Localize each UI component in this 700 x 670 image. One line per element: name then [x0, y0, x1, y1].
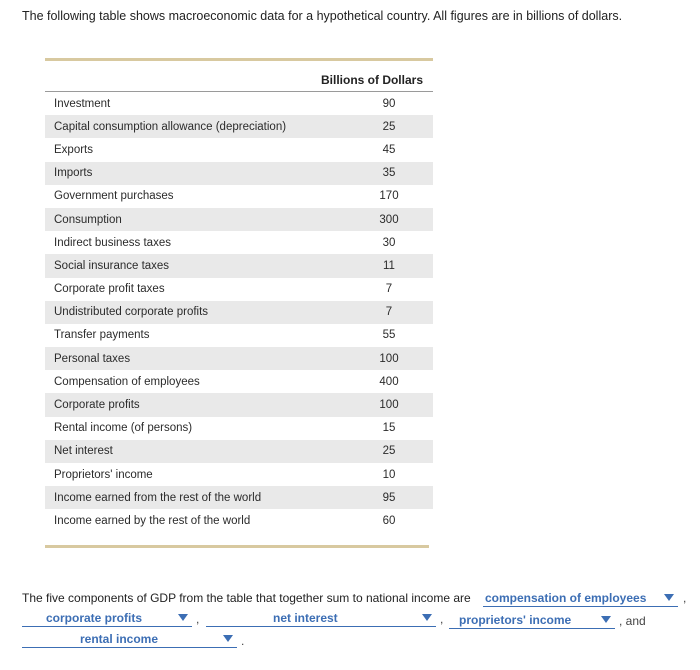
answer-dropdown-1[interactable]: [483, 590, 678, 607]
row-value: 10: [382, 468, 396, 481]
chevron-down-icon: [178, 614, 188, 621]
row-label: Social insurance taxes: [54, 259, 170, 272]
data-table: [45, 58, 433, 548]
row-value: 11: [383, 259, 395, 272]
table-row: [45, 185, 433, 208]
row-label: Proprietors' income: [54, 468, 153, 481]
row-label: Transfer payments: [54, 329, 150, 342]
chevron-down-icon: [664, 594, 674, 601]
table-row: [45, 208, 433, 231]
question-prefix: The five components of GDP from the table that together sum to national income are: [22, 591, 471, 605]
row-value: 7: [385, 283, 393, 296]
answer-dropdown-4-value: proprietors' income: [459, 613, 572, 627]
row-value: 25: [382, 120, 396, 133]
answer-dropdown-3-value: net interest: [273, 611, 338, 625]
row-label: Corporate profit taxes: [54, 283, 165, 296]
row-value: 60: [382, 514, 396, 527]
comma-3: ,: [440, 612, 444, 626]
chevron-down-icon: [422, 614, 432, 621]
row-label: Government purchases: [54, 190, 174, 203]
table-row: [45, 92, 433, 115]
table-row: [45, 301, 433, 324]
table-row: [45, 509, 433, 532]
table-header: [45, 61, 433, 92]
row-value: 45: [382, 143, 396, 156]
row-value: 7: [385, 306, 393, 319]
row-label: Personal taxes: [54, 352, 131, 365]
row-label: Rental income (of persons): [54, 422, 193, 435]
row-value: 55: [382, 329, 396, 342]
row-value: 100: [379, 352, 399, 365]
row-label: Imports: [54, 167, 93, 180]
table-row: [45, 115, 433, 138]
row-label: Consumption: [54, 213, 122, 226]
chevron-down-icon: [223, 635, 233, 642]
row-value: 100: [379, 399, 399, 412]
table-bottom-rule: [45, 545, 429, 548]
table-row: [45, 463, 433, 486]
answer-dropdown-5-value: rental income: [80, 632, 159, 646]
table-row: [45, 370, 433, 393]
answer-dropdown-2-value: corporate profits: [46, 611, 143, 625]
row-label: Capital consumption allowance (depreciation): [54, 120, 287, 133]
column-header-billions: Billions of Dollars: [320, 73, 423, 87]
row-label: Corporate profits: [54, 399, 140, 412]
row-value: 300: [379, 213, 399, 226]
answer-dropdown-2[interactable]: [22, 610, 192, 627]
table-row: [45, 417, 433, 440]
row-label: Indirect business taxes: [54, 236, 171, 249]
comma-2: ,: [196, 612, 200, 626]
row-value: 90: [382, 97, 396, 110]
intro-text: The following table shows macroeconomic data for a hypothetical country. All figures are in billions of dollars.: [22, 9, 623, 23]
period: .: [241, 634, 245, 648]
table-row: [45, 254, 433, 277]
table-row: [45, 347, 433, 370]
chevron-down-icon: [601, 616, 611, 623]
table-row: [45, 278, 433, 301]
table-row: [45, 440, 433, 463]
row-label: Compensation of employees: [54, 375, 200, 388]
comma-1: ,: [683, 591, 687, 605]
table-row: [45, 162, 433, 185]
row-label: Investment: [54, 97, 111, 110]
row-label: Undistributed corporate profits: [54, 306, 209, 319]
row-value: 400: [379, 375, 399, 388]
row-value: 30: [382, 236, 396, 249]
answer-dropdown-3[interactable]: [206, 610, 436, 627]
answer-dropdown-4[interactable]: [449, 612, 615, 629]
row-label: Income earned from the rest of the world: [54, 491, 262, 504]
row-value: 25: [382, 445, 396, 458]
table-body: [45, 92, 433, 533]
table-row: [45, 138, 433, 161]
row-value: 15: [382, 422, 396, 435]
row-label: Income earned by the rest of the world: [54, 514, 251, 527]
row-value: 170: [379, 190, 399, 203]
answer-dropdown-5[interactable]: [22, 631, 237, 648]
row-value: 35: [382, 167, 396, 180]
and-text: , and: [619, 614, 646, 628]
table-row: [45, 231, 433, 254]
row-label: Exports: [54, 143, 93, 156]
answer-dropdown-1-value: compensation of employees: [485, 591, 647, 605]
table-row: [45, 324, 433, 347]
row-label: Net interest: [54, 445, 113, 458]
row-value: 95: [382, 491, 396, 504]
table-row: [45, 486, 433, 509]
table-row: [45, 393, 433, 416]
